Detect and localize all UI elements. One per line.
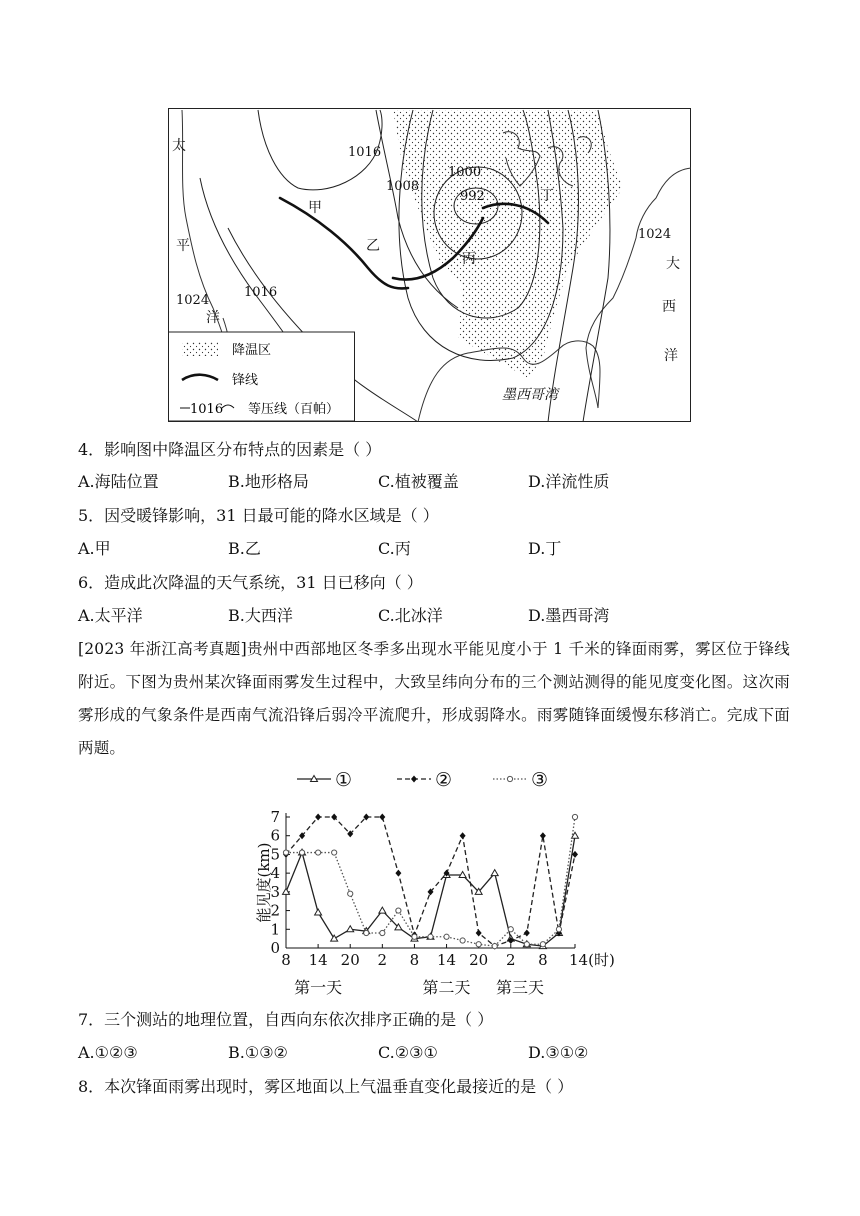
data-point-series-3 [444, 934, 449, 939]
data-point-series-1 [491, 870, 498, 876]
legend-label-3: ③ [531, 770, 549, 791]
y-tick-label: 7 [270, 808, 280, 826]
isobar-label: 1008 [386, 179, 420, 194]
y-tick-label: 4 [270, 864, 280, 883]
legend-label-2: ② [435, 770, 453, 791]
legend-cooling: 降温区 [232, 343, 272, 358]
day-label: 第一天 [294, 978, 343, 997]
question-5-stem: 5．因受暖锋影响，31 日最可能的降水区域是（ ） [78, 506, 439, 525]
data-point-series-2 [524, 930, 530, 937]
legend-isobar-sample: 1016 [190, 402, 224, 417]
label-jia: 甲 [308, 200, 322, 216]
data-point-series-3 [412, 934, 417, 939]
x-tick-label: 8 [281, 951, 291, 969]
data-point-series-3 [476, 942, 481, 947]
visibility-chart [255, 770, 615, 1000]
x-tick-label: 14(时) [569, 951, 615, 969]
q6-option-a[interactable]: A.太平洋 [78, 606, 143, 625]
data-point-series-2 [315, 814, 321, 821]
series-line-3 [286, 817, 575, 946]
series-line-2 [286, 817, 575, 946]
label-tai: 太 [172, 138, 186, 154]
q6-option-d[interactable]: D.墨西哥湾 [528, 606, 610, 625]
q4-option-a[interactable]: A.海陆位置 [78, 472, 159, 491]
q6-option-c[interactable]: C.北冰洋 [378, 606, 443, 625]
question-7-stem: 7．三个测站的地理位置，自西向东依次排序正确的是（ ） [78, 1010, 494, 1029]
label-yang: 洋 [206, 310, 220, 326]
q7-option-b[interactable]: B.①③② [228, 1043, 288, 1062]
day-label: 第二天 [422, 978, 471, 997]
q5-option-a[interactable]: A.甲 [78, 539, 111, 558]
label-bing: 丙 [462, 251, 476, 267]
label-yi: 乙 [366, 238, 380, 254]
x-tick-label: 2 [377, 951, 388, 969]
label-gulf: 墨西哥湾 [502, 387, 558, 403]
isobar-label: 1024 [638, 227, 672, 242]
q5-option-b[interactable]: B.乙 [228, 539, 261, 558]
data-point-series-3 [428, 934, 433, 939]
weather-map [168, 108, 691, 422]
label-ping: 平 [176, 238, 190, 254]
label-ding: 丁 [540, 188, 554, 204]
data-point-series-3 [492, 944, 497, 949]
x-tick-label: 14 [308, 951, 328, 969]
q5-option-c[interactable]: C.丙 [378, 539, 411, 558]
passage-text: [2023 年浙江高考真题]贵州中西部地区冬季多出现水平能见度小于 1 千米的锋面雨雾，雾区位于锋线附近。下图为贵州某次锋面雨雾发生过程中，大致呈纬向分布的三个测站测得的能见度变化图。这次雨雾形成的气象条件是西南气流沿锋后弱冷平流爬升，形成弱降水。雨雾随锋面缓慢东移消亡。完成下面两题。 [78, 640, 790, 757]
legend-label-1: ① [335, 770, 353, 791]
data-point-series-3 [299, 850, 304, 855]
map-legend [169, 332, 355, 421]
y-axis-label: 能见度(km) [255, 842, 273, 923]
y-tick-label: 2 [270, 901, 280, 920]
isobar-label: 992 [460, 189, 485, 204]
y-tick-label: 3 [270, 882, 280, 901]
data-point-series-3 [364, 930, 369, 935]
data-point-series-2 [460, 832, 466, 839]
data-point-series-2 [379, 814, 385, 821]
isobar-label: 1016 [348, 145, 382, 160]
data-point-series-3 [556, 927, 561, 932]
x-tick-label: 8 [409, 951, 420, 969]
data-point-series-3 [524, 942, 529, 947]
q7-option-d[interactable]: D.③①② [528, 1043, 589, 1062]
q4-option-d[interactable]: D.洋流性质 [528, 472, 610, 491]
data-point-series-1 [331, 935, 338, 941]
data-point-series-2 [395, 870, 401, 877]
q7-option-a[interactable]: A.①②③ [78, 1043, 138, 1062]
q6-option-b[interactable]: B.大西洋 [228, 606, 293, 625]
data-point-series-1 [379, 907, 386, 913]
q4-option-b[interactable]: B.地形格局 [228, 472, 309, 491]
x-tick-label: 20 [469, 951, 489, 969]
data-point-series-1 [315, 909, 322, 915]
question-8-stem: 8．本次锋面雨雾出现时，雾区地面以上气温垂直变化最接近的是（ ） [78, 1077, 574, 1096]
question-4-stem: 4．影响图中降温区分布特点的因素是（ ） [78, 440, 382, 459]
y-tick-label: 1 [270, 920, 280, 939]
data-point-series-3 [332, 850, 337, 855]
data-point-series-3 [396, 908, 401, 913]
legend-marker-2 [411, 776, 417, 783]
x-tick-label: 20 [340, 951, 360, 969]
isobar-label: 1024 [176, 293, 210, 308]
q7-option-c[interactable]: C.②③① [378, 1043, 438, 1062]
x-tick-label: 8 [538, 951, 548, 969]
data-point-series-1 [283, 888, 290, 894]
y-tick-label: 6 [270, 826, 280, 845]
label-atl-yang: 洋 [664, 348, 678, 364]
label-atl-xi: 西 [662, 299, 676, 315]
legend-front: 锋线 [232, 373, 259, 388]
legend-isobar: 等压线（百帕） [248, 402, 340, 417]
data-point-series-3 [316, 850, 321, 855]
data-point-series-3 [348, 891, 353, 896]
data-point-series-3 [540, 942, 545, 947]
data-point-series-3 [508, 927, 513, 932]
label-atl-da: 大 [666, 256, 680, 272]
data-point-series-2 [540, 832, 546, 839]
x-tick-label: 2 [506, 951, 516, 969]
q5-option-d[interactable]: D.丁 [528, 539, 562, 558]
data-point-series-3 [283, 850, 288, 855]
isobar-label: 1000 [448, 165, 482, 180]
question-6-stem: 6．造成此次降温的天气系统，31 日已移向（ ） [78, 573, 423, 592]
legend-marker-3 [507, 776, 512, 781]
y-tick-label: 0 [270, 939, 280, 957]
data-point-series-3 [460, 938, 465, 943]
isobar-label: 1016 [244, 285, 278, 300]
data-point-series-1 [347, 926, 354, 932]
y-tick-label: 5 [270, 845, 280, 864]
x-tick-label: 14 [437, 951, 457, 969]
q4-option-c[interactable]: C.植被覆盖 [378, 472, 459, 491]
data-point-series-2 [476, 930, 482, 937]
data-point-series-3 [380, 930, 385, 935]
day-label: 第三天 [495, 978, 545, 997]
data-point-series-3 [572, 814, 577, 819]
